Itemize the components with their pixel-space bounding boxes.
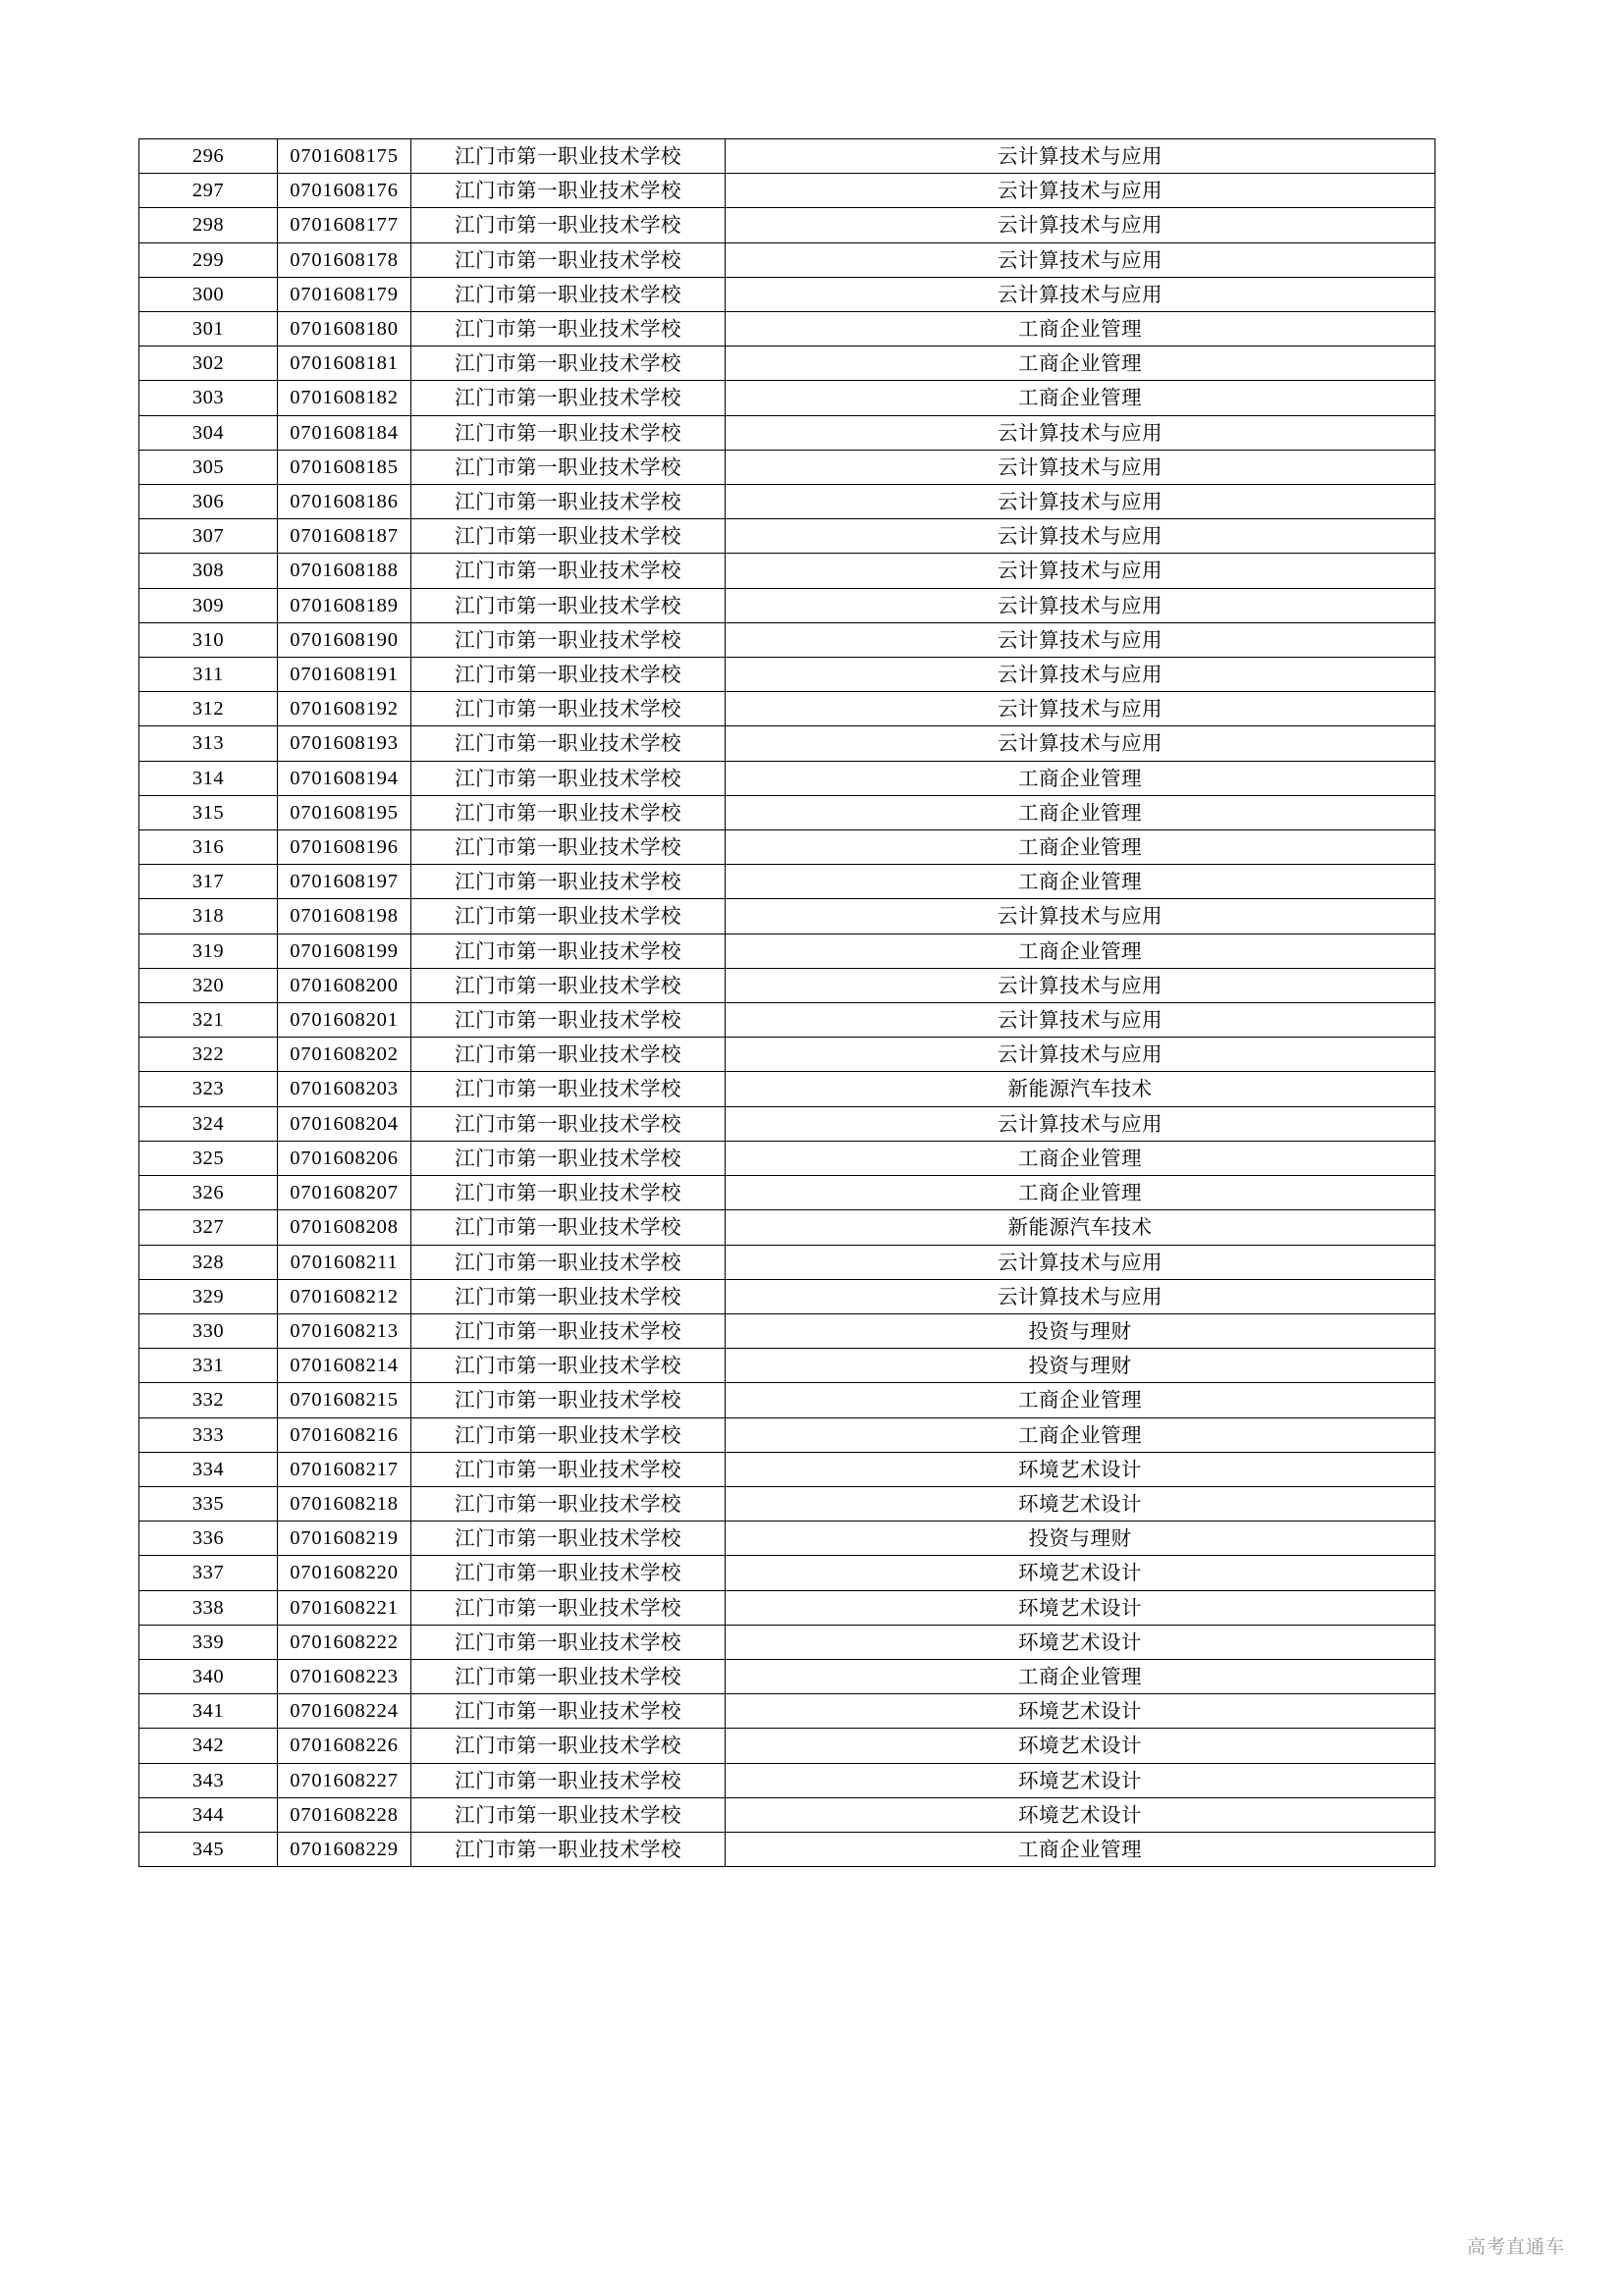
cell-candidate-code: 0701608207: [278, 1176, 411, 1210]
cell-candidate-code: 0701608176: [278, 174, 411, 208]
cell-major-name: 工商企业管理: [726, 1141, 1435, 1175]
cell-candidate-code: 0701608224: [278, 1694, 411, 1729]
table-row: [139, 347, 1435, 381]
cell-candidate-code: 0701608216: [278, 1417, 411, 1452]
cell-sequence-number: 302: [139, 347, 278, 381]
cell-school-name: 江门市第一职业技术学校: [411, 1625, 726, 1659]
cell-school-name: 江门市第一职业技术学校: [411, 1522, 726, 1556]
table-row: [139, 1556, 1435, 1590]
table-row: [139, 899, 1435, 934]
cell-candidate-code: 0701608214: [278, 1349, 411, 1383]
cell-school-name: 江门市第一职业技术学校: [411, 1141, 726, 1175]
cell-major-name: 环境艺术设计: [726, 1625, 1435, 1659]
cell-school-name: 江门市第一职业技术学校: [411, 1417, 726, 1452]
cell-candidate-code: 0701608220: [278, 1556, 411, 1590]
cell-sequence-number: 305: [139, 450, 278, 484]
cell-major-name: 新能源汽车技术: [726, 1210, 1435, 1245]
table-row: [139, 415, 1435, 450]
watermark-label: 高考直通车: [1466, 2236, 1565, 2258]
cell-major-name: 云计算技术与应用: [726, 1106, 1435, 1141]
cell-sequence-number: 321: [139, 1003, 278, 1038]
cell-candidate-code: 0701608197: [278, 865, 411, 899]
table-row: [139, 692, 1435, 726]
cell-sequence-number: 343: [139, 1763, 278, 1797]
cell-candidate-code: 0701608175: [278, 139, 411, 174]
cell-sequence-number: 301: [139, 312, 278, 347]
cell-school-name: 江门市第一职业技术学校: [411, 899, 726, 934]
cell-major-name: 工商企业管理: [726, 1383, 1435, 1417]
cell-candidate-code: 0701608208: [278, 1210, 411, 1245]
cell-sequence-number: 312: [139, 692, 278, 726]
cell-sequence-number: 345: [139, 1832, 278, 1866]
cell-candidate-code: 0701608198: [278, 899, 411, 934]
cell-major-name: 工商企业管理: [726, 347, 1435, 381]
cell-candidate-code: 0701608229: [278, 1832, 411, 1866]
cell-school-name: 江门市第一职业技术学校: [411, 1486, 726, 1521]
roster-table: [138, 138, 1435, 1867]
cell-sequence-number: 316: [139, 830, 278, 865]
cell-sequence-number: 299: [139, 242, 278, 277]
cell-sequence-number: 329: [139, 1279, 278, 1313]
cell-sequence-number: 310: [139, 622, 278, 657]
cell-sequence-number: 338: [139, 1590, 278, 1625]
table-row: [139, 1349, 1435, 1383]
cell-sequence-number: 330: [139, 1313, 278, 1348]
cell-school-name: 江门市第一职业技术学校: [411, 1313, 726, 1348]
cell-sequence-number: 318: [139, 899, 278, 934]
cell-school-name: 江门市第一职业技术学校: [411, 622, 726, 657]
cell-major-name: 云计算技术与应用: [726, 208, 1435, 242]
cell-school-name: 江门市第一职业技术学校: [411, 450, 726, 484]
table-row: [139, 1659, 1435, 1693]
cell-major-name: 云计算技术与应用: [726, 1245, 1435, 1279]
cell-school-name: 江门市第一职业技术学校: [411, 865, 726, 899]
cell-school-name: 江门市第一职业技术学校: [411, 1106, 726, 1141]
table-row: [139, 830, 1435, 865]
cell-candidate-code: 0701608180: [278, 312, 411, 347]
cell-major-name: 投资与理财: [726, 1349, 1435, 1383]
cell-candidate-code: 0701608190: [278, 622, 411, 657]
cell-school-name: 江门市第一职业技术学校: [411, 1729, 726, 1763]
cell-sequence-number: 339: [139, 1625, 278, 1659]
cell-school-name: 江门市第一职业技术学校: [411, 1279, 726, 1313]
cell-sequence-number: 337: [139, 1556, 278, 1590]
cell-major-name: 云计算技术与应用: [726, 692, 1435, 726]
cell-major-name: 云计算技术与应用: [726, 415, 1435, 450]
cell-school-name: 江门市第一职业技术学校: [411, 519, 726, 554]
cell-sequence-number: 328: [139, 1245, 278, 1279]
cell-candidate-code: 0701608181: [278, 347, 411, 381]
cell-major-name: 工商企业管理: [726, 934, 1435, 968]
cell-candidate-code: 0701608187: [278, 519, 411, 554]
cell-major-name: 云计算技术与应用: [726, 554, 1435, 588]
cell-major-name: 工商企业管理: [726, 795, 1435, 829]
cell-sequence-number: 314: [139, 761, 278, 795]
cell-school-name: 江门市第一职业技术学校: [411, 692, 726, 726]
cell-major-name: 云计算技术与应用: [726, 1003, 1435, 1038]
cell-candidate-code: 0701608182: [278, 381, 411, 415]
table-row: [139, 1176, 1435, 1210]
cell-sequence-number: 340: [139, 1659, 278, 1693]
cell-candidate-code: 0701608179: [278, 277, 411, 311]
cell-major-name: 新能源汽车技术: [726, 1072, 1435, 1106]
cell-major-name: 云计算技术与应用: [726, 968, 1435, 1002]
cell-school-name: 江门市第一职业技术学校: [411, 312, 726, 347]
cell-sequence-number: 326: [139, 1176, 278, 1210]
cell-candidate-code: 0701608212: [278, 1279, 411, 1313]
cell-candidate-code: 0701608189: [278, 588, 411, 622]
table-row: [139, 1590, 1435, 1625]
cell-school-name: 江门市第一职业技术学校: [411, 415, 726, 450]
cell-major-name: 工商企业管理: [726, 830, 1435, 865]
cell-sequence-number: 315: [139, 795, 278, 829]
cell-sequence-number: 319: [139, 934, 278, 968]
cell-school-name: 江门市第一职业技术学校: [411, 1003, 726, 1038]
cell-major-name: 工商企业管理: [726, 312, 1435, 347]
cell-school-name: 江门市第一职业技术学校: [411, 934, 726, 968]
cell-school-name: 江门市第一职业技术学校: [411, 277, 726, 311]
cell-sequence-number: 336: [139, 1522, 278, 1556]
cell-candidate-code: 0701608194: [278, 761, 411, 795]
cell-school-name: 江门市第一职业技术学校: [411, 1383, 726, 1417]
cell-candidate-code: 0701608226: [278, 1729, 411, 1763]
cell-school-name: 江门市第一职业技术学校: [411, 1038, 726, 1072]
cell-major-name: 环境艺术设计: [726, 1590, 1435, 1625]
cell-sequence-number: 311: [139, 658, 278, 692]
cell-major-name: 工商企业管理: [726, 865, 1435, 899]
cell-candidate-code: 0701608184: [278, 415, 411, 450]
cell-sequence-number: 297: [139, 174, 278, 208]
table-row: [139, 1038, 1435, 1072]
cell-school-name: 江门市第一职业技术学校: [411, 554, 726, 588]
roster-table-body: [139, 139, 1435, 1867]
cell-major-name: 工商企业管理: [726, 381, 1435, 415]
table-row: [139, 934, 1435, 968]
cell-candidate-code: 0701608193: [278, 726, 411, 761]
cell-school-name: 江门市第一职业技术学校: [411, 1659, 726, 1693]
cell-sequence-number: 320: [139, 968, 278, 1002]
cell-major-name: 云计算技术与应用: [726, 485, 1435, 519]
cell-major-name: 云计算技术与应用: [726, 242, 1435, 277]
table-row: [139, 1210, 1435, 1245]
table-row: [139, 174, 1435, 208]
cell-candidate-code: 0701608192: [278, 692, 411, 726]
table-row: [139, 1452, 1435, 1486]
cell-sequence-number: 335: [139, 1486, 278, 1521]
cell-candidate-code: 0701608203: [278, 1072, 411, 1106]
cell-major-name: 工商企业管理: [726, 1659, 1435, 1693]
table-row: [139, 588, 1435, 622]
cell-sequence-number: 334: [139, 1452, 278, 1486]
cell-sequence-number: 342: [139, 1729, 278, 1763]
cell-major-name: 云计算技术与应用: [726, 899, 1435, 934]
cell-major-name: 环境艺术设计: [726, 1694, 1435, 1729]
cell-candidate-code: 0701608196: [278, 830, 411, 865]
cell-school-name: 江门市第一职业技术学校: [411, 1590, 726, 1625]
cell-major-name: 环境艺术设计: [726, 1797, 1435, 1832]
cell-sequence-number: 344: [139, 1797, 278, 1832]
cell-sequence-number: 323: [139, 1072, 278, 1106]
table-row: [139, 1797, 1435, 1832]
cell-school-name: 江门市第一职业技术学校: [411, 347, 726, 381]
cell-major-name: 云计算技术与应用: [726, 519, 1435, 554]
cell-school-name: 江门市第一职业技术学校: [411, 1210, 726, 1245]
cell-major-name: 投资与理财: [726, 1522, 1435, 1556]
cell-candidate-code: 0701608202: [278, 1038, 411, 1072]
cell-major-name: 投资与理财: [726, 1313, 1435, 1348]
cell-candidate-code: 0701608215: [278, 1383, 411, 1417]
cell-candidate-code: 0701608228: [278, 1797, 411, 1832]
table-row: [139, 865, 1435, 899]
cell-school-name: 江门市第一职业技术学校: [411, 1763, 726, 1797]
cell-candidate-code: 0701608178: [278, 242, 411, 277]
cell-school-name: 江门市第一职业技术学校: [411, 795, 726, 829]
cell-major-name: 工商企业管理: [726, 1832, 1435, 1866]
cell-major-name: 云计算技术与应用: [726, 277, 1435, 311]
cell-school-name: 江门市第一职业技术学校: [411, 1694, 726, 1729]
cell-sequence-number: 308: [139, 554, 278, 588]
cell-candidate-code: 0701608200: [278, 968, 411, 1002]
cell-school-name: 江门市第一职业技术学校: [411, 1245, 726, 1279]
cell-candidate-code: 0701608223: [278, 1659, 411, 1693]
table-row: [139, 1072, 1435, 1106]
table-row: [139, 1486, 1435, 1521]
table-row: [139, 450, 1435, 484]
cell-candidate-code: 0701608219: [278, 1522, 411, 1556]
table-row: [139, 1832, 1435, 1866]
table-row: [139, 554, 1435, 588]
cell-sequence-number: 341: [139, 1694, 278, 1729]
cell-sequence-number: 304: [139, 415, 278, 450]
cell-candidate-code: 0701608204: [278, 1106, 411, 1141]
cell-major-name: 云计算技术与应用: [726, 174, 1435, 208]
table-row: [139, 1625, 1435, 1659]
cell-sequence-number: 322: [139, 1038, 278, 1072]
cell-sequence-number: 327: [139, 1210, 278, 1245]
cell-sequence-number: 332: [139, 1383, 278, 1417]
cell-major-name: 云计算技术与应用: [726, 726, 1435, 761]
cell-major-name: 环境艺术设计: [726, 1763, 1435, 1797]
table-row: [139, 242, 1435, 277]
table-row: [139, 795, 1435, 829]
cell-candidate-code: 0701608191: [278, 658, 411, 692]
cell-candidate-code: 0701608201: [278, 1003, 411, 1038]
table-row: [139, 485, 1435, 519]
cell-school-name: 江门市第一职业技术学校: [411, 761, 726, 795]
cell-school-name: 江门市第一职业技术学校: [411, 658, 726, 692]
table-row: [139, 1522, 1435, 1556]
cell-sequence-number: 324: [139, 1106, 278, 1141]
cell-major-name: 云计算技术与应用: [726, 139, 1435, 174]
cell-school-name: 江门市第一职业技术学校: [411, 1556, 726, 1590]
cell-major-name: 环境艺术设计: [726, 1486, 1435, 1521]
table-row: [139, 1694, 1435, 1729]
cell-school-name: 江门市第一职业技术学校: [411, 139, 726, 174]
cell-school-name: 江门市第一职业技术学校: [411, 1832, 726, 1866]
table-row: [139, 1106, 1435, 1141]
cell-major-name: 工商企业管理: [726, 1176, 1435, 1210]
cell-sequence-number: 303: [139, 381, 278, 415]
cell-major-name: 工商企业管理: [726, 761, 1435, 795]
cell-candidate-code: 0701608227: [278, 1763, 411, 1797]
cell-major-name: 工商企业管理: [726, 1417, 1435, 1452]
cell-sequence-number: 333: [139, 1417, 278, 1452]
table-row: [139, 622, 1435, 657]
cell-major-name: 环境艺术设计: [726, 1452, 1435, 1486]
cell-candidate-code: 0701608188: [278, 554, 411, 588]
table-row: [139, 1313, 1435, 1348]
table-row: [139, 1141, 1435, 1175]
table-row: [139, 312, 1435, 347]
cell-candidate-code: 0701608199: [278, 934, 411, 968]
cell-sequence-number: 306: [139, 485, 278, 519]
table-row: [139, 1383, 1435, 1417]
cell-school-name: 江门市第一职业技术学校: [411, 1176, 726, 1210]
cell-sequence-number: 331: [139, 1349, 278, 1383]
table-row: [139, 381, 1435, 415]
table-row: [139, 139, 1435, 174]
cell-school-name: 江门市第一职业技术学校: [411, 174, 726, 208]
table-row: [139, 761, 1435, 795]
cell-candidate-code: 0701608217: [278, 1452, 411, 1486]
cell-school-name: 江门市第一职业技术学校: [411, 726, 726, 761]
table-row: [139, 1279, 1435, 1313]
cell-sequence-number: 313: [139, 726, 278, 761]
cell-school-name: 江门市第一职业技术学校: [411, 1349, 726, 1383]
cell-school-name: 江门市第一职业技术学校: [411, 1072, 726, 1106]
cell-sequence-number: 296: [139, 139, 278, 174]
table-row: [139, 519, 1435, 554]
cell-school-name: 江门市第一职业技术学校: [411, 242, 726, 277]
cell-school-name: 江门市第一职业技术学校: [411, 830, 726, 865]
cell-candidate-code: 0701608195: [278, 795, 411, 829]
cell-sequence-number: 317: [139, 865, 278, 899]
table-row: [139, 1417, 1435, 1452]
cell-major-name: 环境艺术设计: [726, 1729, 1435, 1763]
cell-candidate-code: 0701608221: [278, 1590, 411, 1625]
cell-school-name: 江门市第一职业技术学校: [411, 485, 726, 519]
cell-candidate-code: 0701608211: [278, 1245, 411, 1279]
table-row: [139, 1003, 1435, 1038]
table-row: [139, 1763, 1435, 1797]
cell-major-name: 云计算技术与应用: [726, 450, 1435, 484]
cell-major-name: 环境艺术设计: [726, 1556, 1435, 1590]
cell-sequence-number: 307: [139, 519, 278, 554]
cell-school-name: 江门市第一职业技术学校: [411, 1797, 726, 1832]
cell-candidate-code: 0701608218: [278, 1486, 411, 1521]
cell-candidate-code: 0701608222: [278, 1625, 411, 1659]
cell-school-name: 江门市第一职业技术学校: [411, 588, 726, 622]
cell-major-name: 云计算技术与应用: [726, 588, 1435, 622]
cell-school-name: 江门市第一职业技术学校: [411, 381, 726, 415]
cell-candidate-code: 0701608185: [278, 450, 411, 484]
roster-table-container: [138, 138, 1435, 1867]
table-row: [139, 277, 1435, 311]
cell-candidate-code: 0701608186: [278, 485, 411, 519]
cell-school-name: 江门市第一职业技术学校: [411, 968, 726, 1002]
cell-candidate-code: 0701608177: [278, 208, 411, 242]
cell-sequence-number: 300: [139, 277, 278, 311]
cell-major-name: 云计算技术与应用: [726, 1279, 1435, 1313]
cell-sequence-number: 298: [139, 208, 278, 242]
cell-school-name: 江门市第一职业技术学校: [411, 208, 726, 242]
cell-sequence-number: 325: [139, 1141, 278, 1175]
cell-school-name: 江门市第一职业技术学校: [411, 1452, 726, 1486]
table-row: [139, 658, 1435, 692]
table-row: [139, 726, 1435, 761]
table-row: [139, 1729, 1435, 1763]
cell-candidate-code: 0701608206: [278, 1141, 411, 1175]
table-row: [139, 208, 1435, 242]
cell-candidate-code: 0701608213: [278, 1313, 411, 1348]
table-row: [139, 1245, 1435, 1279]
cell-sequence-number: 309: [139, 588, 278, 622]
cell-major-name: 云计算技术与应用: [726, 658, 1435, 692]
table-row: [139, 968, 1435, 1002]
cell-major-name: 云计算技术与应用: [726, 1038, 1435, 1072]
cell-major-name: 云计算技术与应用: [726, 622, 1435, 657]
